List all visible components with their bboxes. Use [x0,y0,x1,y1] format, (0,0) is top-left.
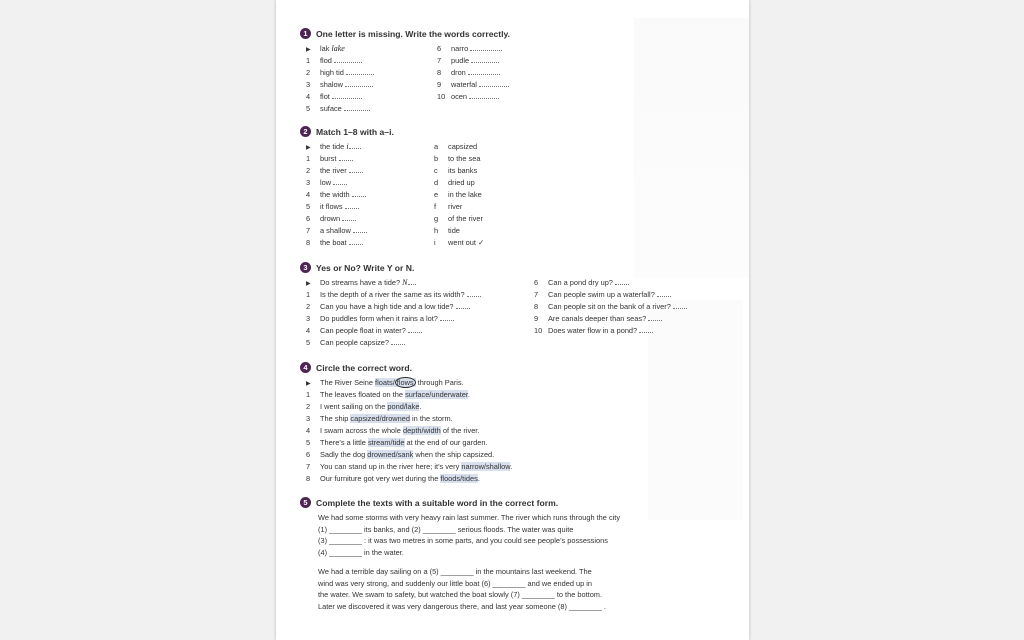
exercise-title: Circle the correct word. [316,362,412,373]
circle-item: 6 Sadly the dog drowned/sank when the ship capsized. [306,450,495,459]
circled-answer: flows [396,378,414,387]
question-row: 1 Is the depth of a river the same as its width? 7 Can people swim up a waterfall? [300,289,739,301]
exercise-1 [300,28,739,115]
answer-blank[interactable] [408,325,422,333]
circle-item: 2 I went sailing on the pond/lake. [306,402,422,411]
circle-item: 8 Our furniture got very wet during the floods/tides. [306,474,480,483]
match-row: 6 drown g of the river [306,214,483,223]
answer-blank[interactable] [469,91,499,99]
example-answer: i [346,142,349,151]
answer-blank[interactable] [349,165,363,173]
exercise-title: Match 1–8 with a–i. [316,126,394,137]
answer-blank[interactable] [470,43,502,51]
word-options[interactable]: depth/width [402,426,441,435]
match-row: 4 the width e in the lake [306,190,482,199]
text-line: We had some storms with very heavy rain last summer. The river which runs through the city [318,513,621,522]
answer-blank[interactable] [344,103,370,111]
example-row: ▶ lak lake 6 narro [300,43,739,55]
play-arrow-icon: ▶ [306,281,311,287]
answer-blank[interactable] [479,79,509,87]
answer-blank[interactable] [648,313,662,321]
word-row: 5 suface [300,103,739,115]
example-answer: N [402,278,408,287]
answer-blank[interactable] [468,67,500,75]
exercise-2-heading [300,126,739,137]
match-row: 3 low d dried up [306,178,475,187]
match-row: 5 it flows f river [306,202,463,211]
circle-item: 5 There’s a little stream/tide at the end of our garden. [306,438,488,447]
question-row: 4 Can people float in water? 10 Does water flow in a pond? [300,325,739,337]
exercise-number: 3 [300,262,311,273]
text-line: (4) ________ in the water. [318,547,404,557]
answer-blank[interactable] [332,91,362,99]
answer-blank[interactable] [471,55,499,63]
answer-blank[interactable] [333,177,347,185]
answer-blank[interactable] [346,67,374,75]
word-row: 2 high tid 8 dron [300,67,739,79]
play-arrow-icon: ▶ [306,381,311,387]
exercise-number: 5 [300,497,311,508]
question-row: 3 Do puddles form when it rains a lot? 9 Are canals deeper than seas? [300,313,739,325]
exercise-number: 2 [300,126,311,137]
match-row: 1 burst b to the sea [306,154,481,163]
answer-blank[interactable] [342,213,356,221]
text-paragraph-1 [318,512,698,558]
word-options[interactable]: capsized/drowned [350,414,410,423]
word-row: 4 flot 10 ocen [300,91,739,103]
answer-blank[interactable] [334,55,362,63]
text-line: Later we discovered it was very dangerous there, and last year someone (8) ________ . [318,601,606,611]
word-row: 3 shalow 9 waterfal [300,79,739,91]
play-arrow-icon: ▶ [306,145,311,151]
word-options[interactable]: surface/underwater [405,390,468,399]
answer-blank[interactable] [345,79,373,87]
exercise-title: Complete the texts with a suitable word in the correct form. [316,497,559,508]
play-arrow-icon: ▶ [306,47,311,53]
answer-blank[interactable] [345,201,359,209]
text-line: We had a terrible day sailing on a (5) ________ in the mountains last weekend. The [318,567,592,576]
answer-blank[interactable] [673,301,687,309]
answer-blank[interactable] [467,289,481,297]
answer-blank[interactable] [440,313,454,321]
text-line: wind was very strong, and suddenly our little boat (6) ________ and we ended up in [318,578,593,588]
exercise-title: One letter is missing. Write the words correctly. [316,28,511,39]
answer-blank[interactable] [657,289,671,297]
text-paragraph-2 [318,566,698,612]
word-options[interactable]: pond/lake [387,402,420,411]
question-row: ▶ Do streams have a tide? N 6 Can a pond dry up? [300,277,739,289]
word-row: 1 flod 7 pudle [300,55,739,67]
exercise-2 [300,126,739,249]
match-row: 7 a shallow h tide [306,226,460,235]
exercise-title: Yes or No? Write Y or N. [316,262,415,273]
exercise-number: 1 [300,28,311,39]
exercise-3-heading [300,262,739,273]
exercise-4 [300,362,739,485]
answer-blank[interactable] [349,237,363,245]
exercise-4-heading [300,362,739,373]
question-row: 5 Can people capsize? [300,337,739,349]
match-row: ▶ the tide i a capsized [300,141,739,153]
match-row: 2 the river c its banks [306,166,478,175]
answer-blank[interactable] [615,277,629,285]
answer-blank[interactable] [352,189,366,197]
exercise-1-heading [300,28,739,39]
word-options[interactable]: floods/tides [440,474,478,483]
match-row: 8 the boat i went out ✓ [306,238,485,247]
answer-blank[interactable] [391,337,405,345]
circle-item: 4 I swam across the whole depth/width of the river. [306,426,480,435]
answer-blank[interactable] [353,225,367,233]
example-word: lak [320,44,330,53]
answer-blank[interactable] [339,153,353,161]
text-line: (3) ________ : it was two metres in some parts, and you could see people’s possessions [318,536,608,545]
question-row: 2 Can you have a high tide and a low tide? 8 Can people sit on the bank of a river? [300,301,739,313]
circle-item: 1 The leaves floated on the surface/underwater. [306,390,470,399]
exercise-number: 4 [300,362,311,373]
example-answer: lake [331,44,345,53]
exercise-3 [300,262,739,349]
text-line: (1) ________ its banks, and (2) ________ serious floods. The water was quite [318,524,574,534]
word-options[interactable]: narrow/shallow [461,462,511,471]
circle-item: ▶ The River Seine floats/ flows through Paris. [300,377,739,389]
circle-item: 3 The ship capsized/drowned in the storm. [306,414,453,423]
exercise-5-heading [300,497,739,508]
answer-blank[interactable] [456,301,470,309]
circle-item: 7 You can stand up in the river here; it’s very narrow/shallow. [306,462,513,471]
text-line: the water. We swam to safety, but watched the boat slowly (7) ________ to the bottom. [318,590,603,599]
word-options[interactable]: stream/tide [367,438,405,447]
answer-blank[interactable] [639,325,653,333]
exercise-5 [300,497,739,612]
word-options[interactable]: drowned/sank [367,450,414,459]
document-page [276,0,749,640]
